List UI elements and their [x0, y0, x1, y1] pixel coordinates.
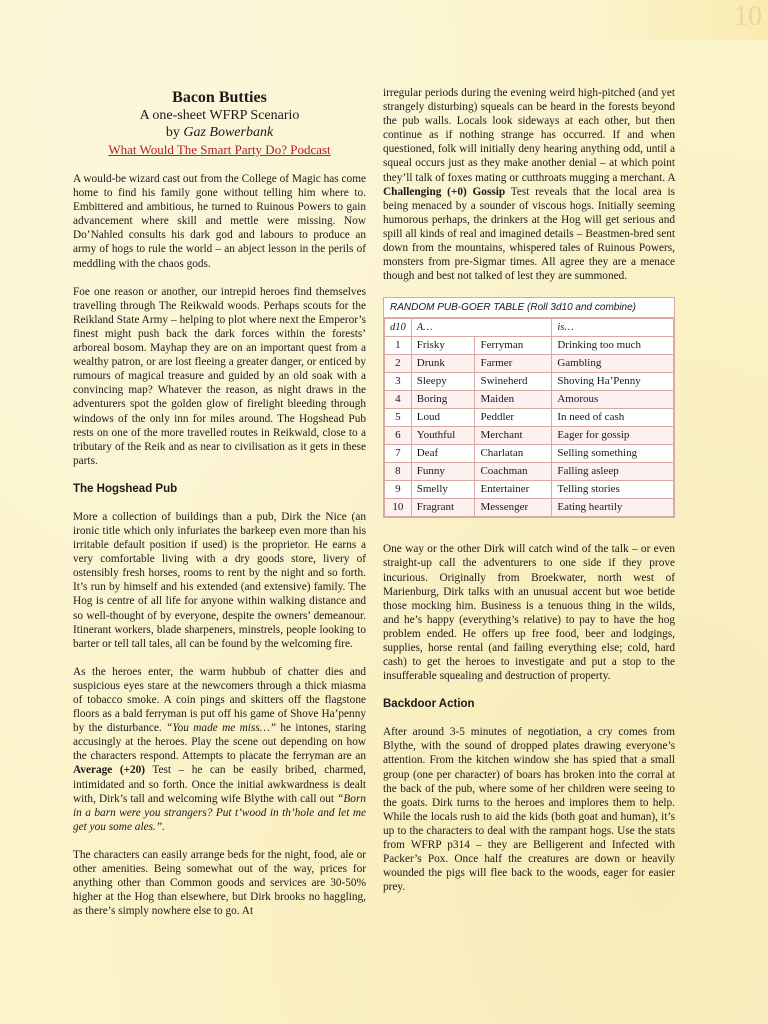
table-cell: Drunk — [411, 355, 475, 373]
table-cell: 9 — [385, 481, 412, 499]
squeals-paragraph — [383, 86, 675, 283]
ferryman-quote: “You made me miss…” — [166, 722, 277, 735]
text-span: irregular periods during the evening weird high-pitched (and yet strangely disturbing) squeals can be heard in the forests beyond the pub walls. Locals look sideways at each other, but then continue as if nothing strange has occurred. If and when questioned, folk will initially deny hearing anything odd, until a squeal occurs just as they make another denial – at which point they’ll talk of foxes mating or cutthroats mugging a merchant. A — [383, 87, 675, 184]
left-column — [73, 86, 366, 932]
podcast-link[interactable]: What Would The Smart Party Do? Podcast — [108, 142, 331, 157]
table-cell: 6 — [385, 427, 412, 445]
heroes-enter-paragraph — [73, 665, 366, 834]
table-cell: Ferryman — [475, 337, 552, 355]
table-row — [385, 499, 674, 517]
setup-paragraph: Foe one reason or another, our intrepid heroes find themselves travelling through The Reikwald woods. Perhaps scouts for the Reikland State Army – helping to plot where next the Emperor’s finest might push back the dark forces within the forests’ arboreal bosom. Mayhap they are on an important quest from a wealthy patron, or are lost fleeing a greater danger, or enticed by rumours of magical treasure and guided by an old soak with a convincing map? Whatever the reason, as night draws in the adventurers spot the golden glow of firelight bleeding through windows of the only inn for miles around. The Hogshead Pub rests on one of the more travelled routes in Reikwald, close to a tributary of the Reik and as near to civilisation as it gets in these parts. — [73, 285, 366, 467]
header-cell: d10 — [385, 319, 412, 337]
right-column — [383, 86, 675, 908]
table-row — [385, 445, 674, 463]
table-row — [385, 391, 674, 409]
table-cell: Loud — [411, 409, 475, 427]
table-cell: Telling stories — [552, 481, 674, 499]
table-cell: Selling something — [552, 445, 674, 463]
byline-by: by — [165, 125, 180, 140]
table-cell: Shoving Ha’Penny — [552, 373, 674, 391]
table-row — [385, 481, 674, 499]
author-name: Gaz Bowerbank — [183, 125, 274, 140]
table-cell: Youthful — [411, 427, 475, 445]
table-cell: Maiden — [475, 391, 552, 409]
table-cell: 1 — [385, 337, 412, 355]
table-cell: 3 — [385, 373, 412, 391]
table-cell: 5 — [385, 409, 412, 427]
blythe-quote: “Born in a barn were you strangers? Put t’wood in th’hole and let me get you some ales.”. — [73, 792, 367, 833]
table-cell: Boring — [411, 391, 475, 409]
table-cell: Merchant — [475, 427, 552, 445]
table-cell: Sleepy — [411, 373, 475, 391]
scenario-subtitle: A one-sheet WFRP Scenario — [139, 108, 300, 123]
table-row — [385, 409, 674, 427]
section-heading-backdoor-action: Backdoor Action — [383, 698, 475, 711]
table-cell: Farmer — [475, 355, 552, 373]
table-row — [385, 427, 674, 445]
table-cell: Funny — [411, 463, 475, 481]
table-cell: 7 — [385, 445, 412, 463]
text-span: he intones, staring accusingly at the heroes. Play the scene out depending on how the characters respond. Attempts to placate the ferryman are an — [73, 722, 366, 763]
table-cell: 4 — [385, 391, 412, 409]
dirk-offer-paragraph: One way or the other Dirk will catch wind of the talk – or even straight-up call the adventurers to one side if they prove incurious. Originally from Broekwater, north west of Marienburg, Dirk talks with an unusual accent but woe betide those mocking him. Business is a tenuous thing in the wilds, and he’s happy (everything’s relative) to pay to have the hog problem ended. He offers up free food, beer and lodgings, supplies, horse rental (and failing everything else; cold, hard cash) to get the heroes to investigate and put a stop to the insufferable squealing and destruction of property. — [383, 543, 675, 683]
table-cell: 2 — [385, 355, 412, 373]
gossip-test: Challenging (+0) Gossip — [383, 185, 506, 198]
table-cell: Swineherd — [475, 373, 552, 391]
table-cell: Messenger — [475, 499, 552, 517]
table-row — [385, 355, 674, 373]
table-header-row — [385, 319, 674, 337]
pub-description-paragraph: More a collection of buildings than a pub, Dirk the Nice (an ironic title which only infuriates the barkeep even more than his irritable default position if used) is the proprietor. He earns a very comfortable living with a dry goods store, livery of ostensibly fresh horses, rooms to rent by the night and so forth. It’s run by himself and his extended (and extensive) family. The Hog is centre of all life for anyone within walking distance and so well-thought of by everyone, despite the owners’ demeanour. Itinerant workers, blade sharpeners, minstrels, people looking to barter or tell tall tales, all can be found by the welcoming fire. — [73, 510, 366, 650]
random-pub-goer-table — [383, 297, 675, 518]
table-row — [385, 373, 674, 391]
table-cell: Frisky — [411, 337, 475, 355]
pub-goer-grid — [384, 318, 674, 517]
table-row — [385, 463, 674, 481]
text-span: Test reveals that the local area is being menaced by a sounder of viscous hogs. Initially seeming humorous perhaps, the drinkers at the Hog will get serious and spill all kinds of real and imagined details – Beastmen-bred sent down from the mountains, whispered tales of Ruinous Powers, monsters from pre-Sigmar times. All agree they are a menace though and best not talked of lest they are summoned. — [383, 185, 675, 283]
table-cell: In need of cash — [552, 409, 674, 427]
test-difficulty: Average (+20) — [73, 764, 146, 777]
table-cell: Falling asleep — [552, 463, 674, 481]
table-cell: Smelly — [411, 481, 475, 499]
section-heading-hogshead-pub: The Hogshead Pub — [73, 482, 178, 495]
table-cell: Charlatan — [475, 445, 552, 463]
table-cell: Drinking too much — [552, 337, 674, 355]
header-cell: A… — [411, 319, 552, 337]
table-cell: Entertainer — [475, 481, 552, 499]
table-cell: Amorous — [552, 391, 674, 409]
byline — [73, 124, 366, 141]
table-caption: RANDOM PUB-GOER TABLE (Roll 3d10 and combine) — [384, 298, 674, 318]
table-cell: Deaf — [411, 445, 475, 463]
table-cell: Coachman — [475, 463, 552, 481]
table-cell: Eating heartily — [552, 499, 674, 517]
text-span: As the heroes enter, the warm hubbub of chatter dies and suspicious eyes stare at the newcomers through a thick miasma of tobacco smoke. A coin pings and skitters off the flagstone floors as a bald ferryman is put off his game of Shove Ha’penny by the disturbance. — [73, 665, 366, 735]
table-cell: 8 — [385, 463, 412, 481]
table-row — [385, 337, 674, 355]
page-corner-watermark: 10 — [602, 0, 768, 40]
table-cell: Gambling — [552, 355, 674, 373]
scenario-title: Bacon Butties — [172, 89, 267, 106]
table-cell: Eager for gossip — [552, 427, 674, 445]
header-cell: is… — [552, 319, 674, 337]
prices-paragraph: The characters can easily arrange beds for the night, food, ale or other amenities. Being somewhat out of the way, prices for anything other than Common goods and services are 30-50% higher at the Hog than elsewhere, but Dirk brooks no haggling, as there’s simply nowhere else to go. At — [73, 848, 366, 918]
text-span: Test – he can be easily bribed, charmed, intimidated and so forth. Once the initial awkwardness is dealt with, Dirk’s tall and welcoming wife Blythe with call out — [73, 764, 367, 805]
table-cell: 10 — [385, 499, 412, 517]
table-cell: Peddler — [475, 409, 552, 427]
backdoor-paragraph: After around 3-5 minutes of negotiation, a cry comes from Blythe, with the sound of dropped plates drawing everyone’s attention. From the kitchen window she has spied that a small group (one per character) of boars has broken into the corral at the back of the pub, where some of her children were seeing to the goats. Dirk turns to the heroes and implores them to help. While the locals rush to aid the kids (both goat and human), it’s up to the characters to deal with the rampant hogs. Use the stats from WFRP p314 – they are Belligerent and Infected with Packer’s Pox. Once half the creatures are down or heavily wounded the pigs will flee back to the woods, eager for easier prey. — [383, 726, 675, 894]
intro-paragraph: A would-be wizard cast out from the College of Magic has come home to find his family gone without telling him where to. Embittered and ambitious, he turned to Ruinous Powers to gain advancement where skill and mettle were missing. Now Do’Nahled consults his dark god and labours to produce an army of hogs to rule the world – an abject lesson in the perils of meddling with the chaos gods. — [73, 173, 366, 270]
table-cell: Fragrant — [411, 499, 475, 517]
